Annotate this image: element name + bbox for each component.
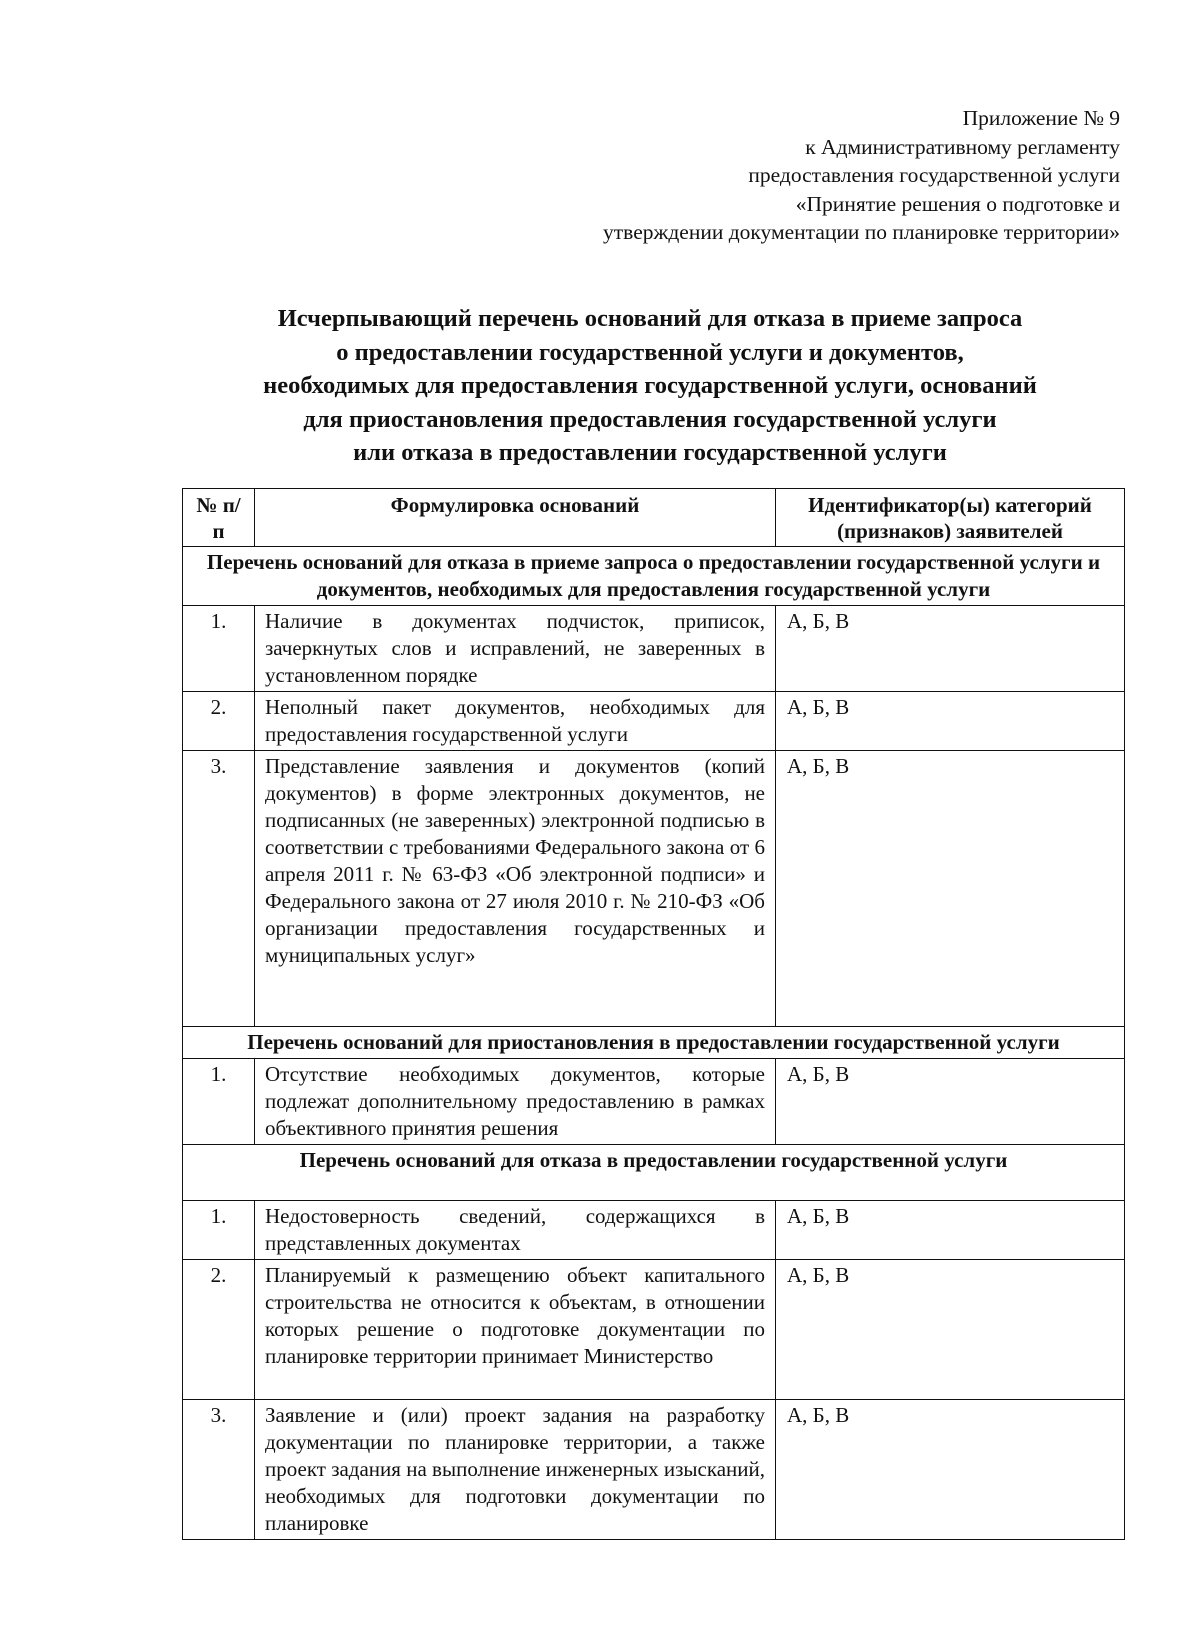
title-line: для приостановления предоставления государственной услуги xyxy=(303,405,997,433)
row-text: Заявление и (или) проект задания на разработку документации по планировке территории, а также проект задания на выполнение инженерных изысканий, необходимых для подготовки документации по планировке xyxy=(255,1400,776,1540)
row-text: Отсутствие необходимых документов, которые подлежат дополнительному предоставлению в рамках объективного принятия решения xyxy=(255,1059,776,1145)
table-row xyxy=(183,606,1125,692)
row-categories: А, Б, В xyxy=(776,1059,1125,1145)
row-number: 3. xyxy=(183,1400,255,1540)
section-row xyxy=(183,1027,1125,1059)
row-categories: А, Б, В xyxy=(776,606,1125,692)
document-title xyxy=(150,302,1150,470)
title-line: о предоставлении государственной услуги и документов, xyxy=(336,338,964,366)
table-row xyxy=(183,1260,1125,1400)
appendix-line: к Административному регламенту xyxy=(805,134,1120,159)
grounds-table xyxy=(182,488,1125,1540)
appendix-line: утверждении документации по планировке территории» xyxy=(603,220,1120,244)
title-line: необходимых для предоставления государственной услуги, оснований xyxy=(263,372,1037,399)
row-number: 1. xyxy=(183,1201,255,1260)
appendix-line: предоставления государственной услуги xyxy=(748,163,1120,187)
row-categories: А, Б, В xyxy=(776,1201,1125,1260)
section-title: Перечень оснований для отказа в предоставлении государственной услуги xyxy=(183,1145,1125,1201)
header-grounds: Формулировка оснований xyxy=(255,489,776,547)
section-row xyxy=(183,1145,1125,1201)
header-num: № п/п xyxy=(183,489,255,547)
row-number: 2. xyxy=(183,1260,255,1400)
title-line: или отказа в предоставлении государственной услуги xyxy=(353,439,947,466)
table-header-row xyxy=(183,489,1125,547)
table-row xyxy=(183,1400,1125,1540)
row-categories: А, Б, В xyxy=(776,1260,1125,1400)
table-row xyxy=(183,1201,1125,1260)
row-categories: А, Б, В xyxy=(776,692,1125,751)
row-number: 1. xyxy=(183,1059,255,1145)
title-line: Исчерпывающий перечень оснований для отказа в приеме запроса xyxy=(277,305,1023,332)
row-text: Неполный пакет документов, необходимых для предоставления государственной услуги xyxy=(255,692,776,751)
row-number: 1. xyxy=(183,606,255,692)
appendix-line: Приложение № 9 xyxy=(962,106,1120,130)
table-row xyxy=(183,692,1125,751)
row-text: Представление заявления и документов (копий документов) в форме электронных документов, не подписанных (не заверенных) электронной подписью в соответствии с требованиями Федерального закона от 6 апреля 2011 г. № 63-ФЗ «Об электронной подписи» и Федерального закона от 27 июля 2010 г. № 210-ФЗ «Об организации предоставления государственных и муниципальных услуг» xyxy=(255,751,776,1027)
header-categories: Идентификатор(ы) категорий (признаков) заявителей xyxy=(776,489,1125,547)
row-number: 2. xyxy=(183,692,255,751)
row-text: Планируемый к размещению объект капитального строительства не относится к объектам, в отношении которых решение о подготовке документации по планировке территории принимает Министерство xyxy=(255,1260,776,1400)
section-title: Перечень оснований для отказа в приеме запроса о предоставлении государственной услуги и документов, необходимых для предоставления государственной услуги xyxy=(183,547,1125,606)
section-title: Перечень оснований для приостановления в предоставлении государственной услуги xyxy=(183,1027,1125,1059)
row-categories: А, Б, В xyxy=(776,1400,1125,1540)
appendix-note xyxy=(603,104,1120,247)
row-number: 3. xyxy=(183,751,255,1027)
table-row xyxy=(183,751,1125,1027)
section-row xyxy=(183,547,1125,606)
row-categories: А, Б, В xyxy=(776,751,1125,1027)
appendix-line: «Принятие решения о подготовке и xyxy=(795,191,1120,216)
row-text: Наличие в документах подчисток, приписок, зачеркнутых слов и исправлений, не заверенных в установленном порядке xyxy=(255,606,776,692)
row-text: Недостоверность сведений, содержащихся в представленных документах xyxy=(255,1201,776,1260)
table-row xyxy=(183,1059,1125,1145)
